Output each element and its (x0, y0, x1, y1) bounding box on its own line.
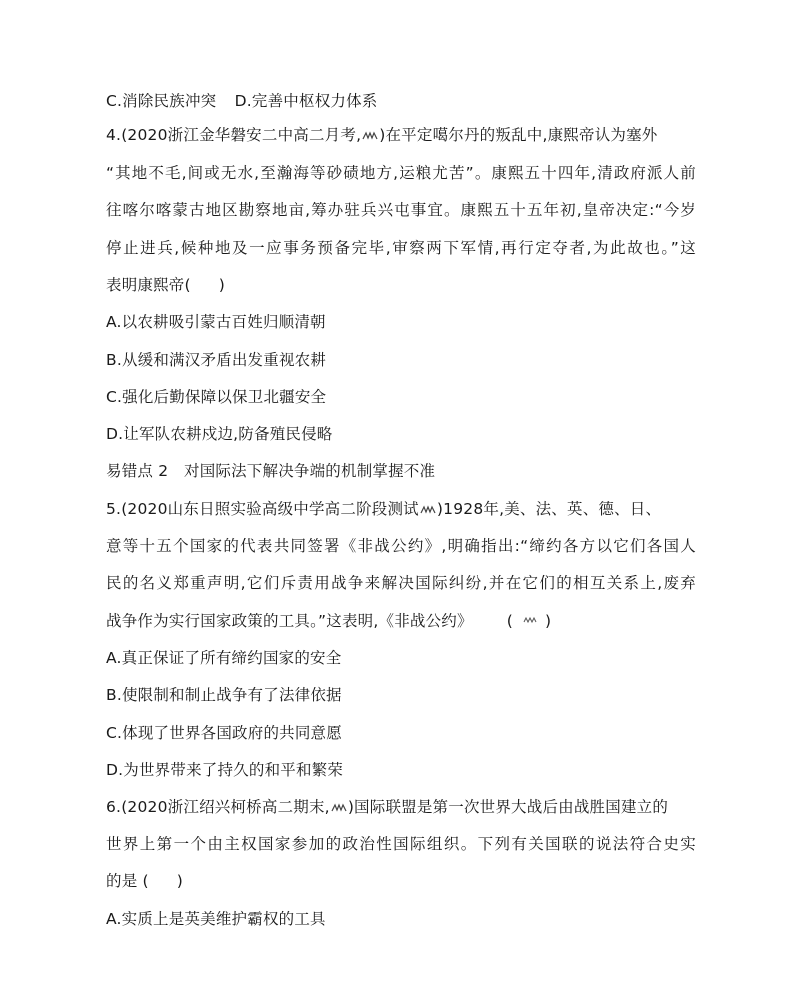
q6-stem-line-2: 世界上第一个由主权国家参加的政治性国际组织。下列有关国联的说法符合史实 (106, 835, 696, 853)
q6-stem-line-1-rest: )国际联盟是第一次世界大战后由战胜国建立的 (347, 798, 669, 816)
q3-options-line (106, 90, 696, 112)
q5-option-c[interactable]: C.体现了世界各国政府的共同意愿 (106, 724, 342, 742)
q4-option-d[interactable]: D.让军队农耕戍边,防备殖民侵略 (106, 425, 333, 443)
q5-option-a[interactable]: A.真正保证了所有缔约国家的安全 (106, 649, 342, 667)
q5-open-paren: ( (506, 612, 513, 630)
q4-option-c[interactable]: C.强化后勤保障以保卫北疆安全 (106, 388, 327, 406)
q5-stem-prefix: 5.(2020山东日照实验高级中学高二阶段测试 (106, 500, 419, 518)
section-title: 易错点 2 对国际法下解决争端的机制掌握不准 (106, 462, 436, 480)
q6-stem-line-3-text: 的是 ( (106, 872, 149, 890)
q6-stem-prefix: 6.(2020浙江绍兴柯桥高二期末, (106, 798, 330, 816)
q3-option-c[interactable]: C.消除民族冲突 (106, 92, 217, 110)
q4-stem-line-4: 停止进兵,候种地及一应事务预备完毕,审察两下军情,再行定夺者,为此故也。”这 (106, 239, 696, 257)
q3-option-d[interactable]: D.完善中枢权力体系 (234, 92, 378, 110)
q5-stem-line-4 (106, 610, 696, 633)
q5-stem-line-4-text: 战争作为实行国家政策的工具。”这表明,《非战公约》 (106, 612, 473, 630)
difficulty-stars-icon (362, 131, 378, 141)
q4-option-a[interactable]: A.以农耕吸引蒙古百姓归顺清朝 (106, 313, 326, 331)
q4-stem-line-5-text: 表明康熙帝( (106, 276, 191, 294)
q5-tag-icon (523, 611, 537, 633)
q5-stem-line-1-rest: )1928年,美、法、英、德、日、 (436, 500, 662, 518)
q6-close-paren: ) (176, 872, 184, 890)
q4-stem-line-2: “其地不毛,间或无水,至瀚海等砂碛地方,运粮尤苦”。康熙五十四年,清政府派人前 (106, 164, 696, 182)
q5-stem-line-1 (106, 498, 696, 520)
q4-stem-line-1 (106, 124, 696, 146)
q5-close-paren: ) (544, 612, 552, 630)
q4-close-paren: ) (218, 276, 225, 294)
q4-stem-line-3: 往喀尔喀蒙古地区勘察地亩,筹办驻兵兴屯事宜。康熙五十五年初,皇帝决定:“今岁 (106, 201, 696, 219)
q6-option-a[interactable]: A.实质上是英美维护霸权的工具 (106, 910, 326, 928)
q5-option-d[interactable]: D.为世界带来了持久的和平和繁荣 (106, 761, 344, 779)
difficulty-stars-icon (331, 803, 347, 813)
q4-stem-prefix: 4.(2020浙江金华磐安二中高二月考, (106, 126, 362, 144)
difficulty-stars-icon (420, 505, 436, 515)
q4-option-b[interactable]: B.从缓和满汉矛盾出发重视农耕 (106, 351, 327, 369)
q5-stem-line-3: 民的名义郑重声明,它们斥责用战争来解决国际纠纷,并在它们的相互关系上,废弃 (106, 574, 696, 592)
q5-stem-line-2: 意等十五个国家的代表共同签署《非战公约》,明确指出:“缔约各方以它们各国人 (106, 537, 696, 555)
q6-stem-line-1 (106, 796, 696, 818)
q4-stem-line-5 (106, 274, 696, 296)
q6-stem-line-3 (106, 870, 696, 892)
q4-stem-line-1-rest: )在平定噶尔丹的叛乱中,康熙帝认为塞外 (379, 126, 658, 144)
q5-option-b[interactable]: B.使限制和制止战争有了法律依据 (106, 686, 342, 704)
